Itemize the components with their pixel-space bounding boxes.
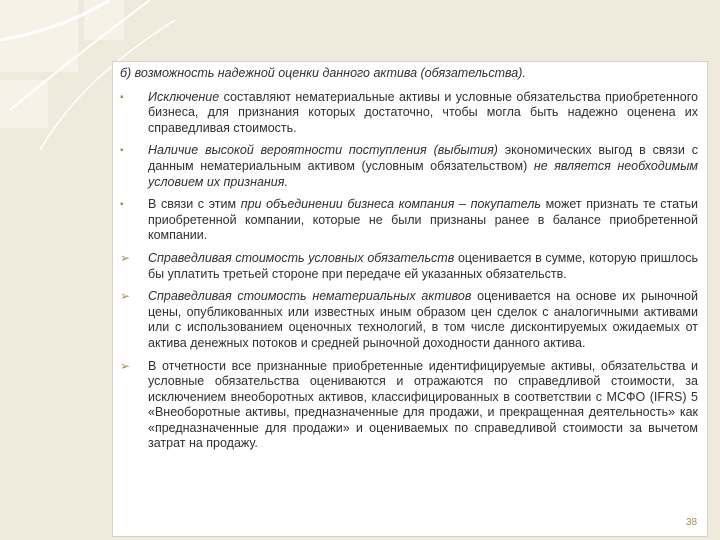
item-emphasis: Исключение (148, 89, 220, 104)
item-text: составляют нематериальные активы и условные обязательства приобретенного бизнеса, для признания которых достаточно, чтобы могла быть надежно оценена их справедливая стоимость. (148, 89, 698, 135)
bullet-item (120, 143, 698, 190)
bullet-item (120, 90, 698, 137)
item-emphasis: при объединении бизнеса компания – покупатель (240, 197, 541, 212)
square-bullet-icon: ▪ (120, 199, 124, 211)
bullet-item (120, 359, 698, 453)
item-text: может признать те статьи приобретенной компании, которые не были признаны ранее в балансе приобретенной компании. (148, 197, 698, 243)
bullet-item (120, 289, 698, 351)
item-emphasis: Наличие высокой вероятности поступления (выбытия) (148, 143, 498, 158)
item-text: В отчетности все признанные приобретенные идентифицируемые активы, обязательства и условные обязательства оцениваются и отражаются по справедливой стоимости, за исключением внеоборотных активов, классифицированных в соответствии с МСФО (IFRS) 5 «Внеоборотные активы, предназначенные для продажи, и прекращенная деятельность» как «предназначенные для продажи» и оцениваемых по справедливой стоимости за вычетом затрат на продажу. (148, 358, 698, 451)
arrow-bullet-icon: ➢ (120, 358, 131, 373)
item-emphasis: Справедливая стоимость нематериальных активов (148, 289, 472, 304)
item-emphasis: Справедливая стоимость условных обязательств (148, 250, 455, 265)
item-emphasis: не является необходимым условием их признания. (148, 158, 698, 189)
item-text: оценивается на основе их рыночной цены, опубликованных или известных иным образом цен сделок с аналогичными активами или с использованием оценочных технологий, в том числе дисконтируемых ожидаемых от актива денежных потоков и средней рыночной доходности данного актива. (148, 289, 698, 350)
bullet-item (120, 197, 698, 244)
item-text: экономических выгод в связи с данным нематериальным активом (условным обязательством) (148, 143, 698, 173)
bullet-item (120, 251, 698, 282)
square-bullet-icon: ▪ (120, 91, 124, 103)
page-number: 38 (686, 517, 698, 528)
intro-text: б) возможность надежной оценки данного актива (обязательства). (120, 66, 526, 80)
arrow-bullet-icon: ➢ (120, 250, 131, 265)
item-text: В связи с этим (148, 197, 241, 212)
slide-body (120, 66, 698, 459)
arrow-bullet-icon: ➢ (120, 289, 131, 304)
item-text: оценивается в сумме, которую пришлось бы уплатить третьей стороне при передаче ей указанных обязательств. (148, 250, 698, 281)
square-bullet-icon: ▪ (120, 145, 124, 157)
